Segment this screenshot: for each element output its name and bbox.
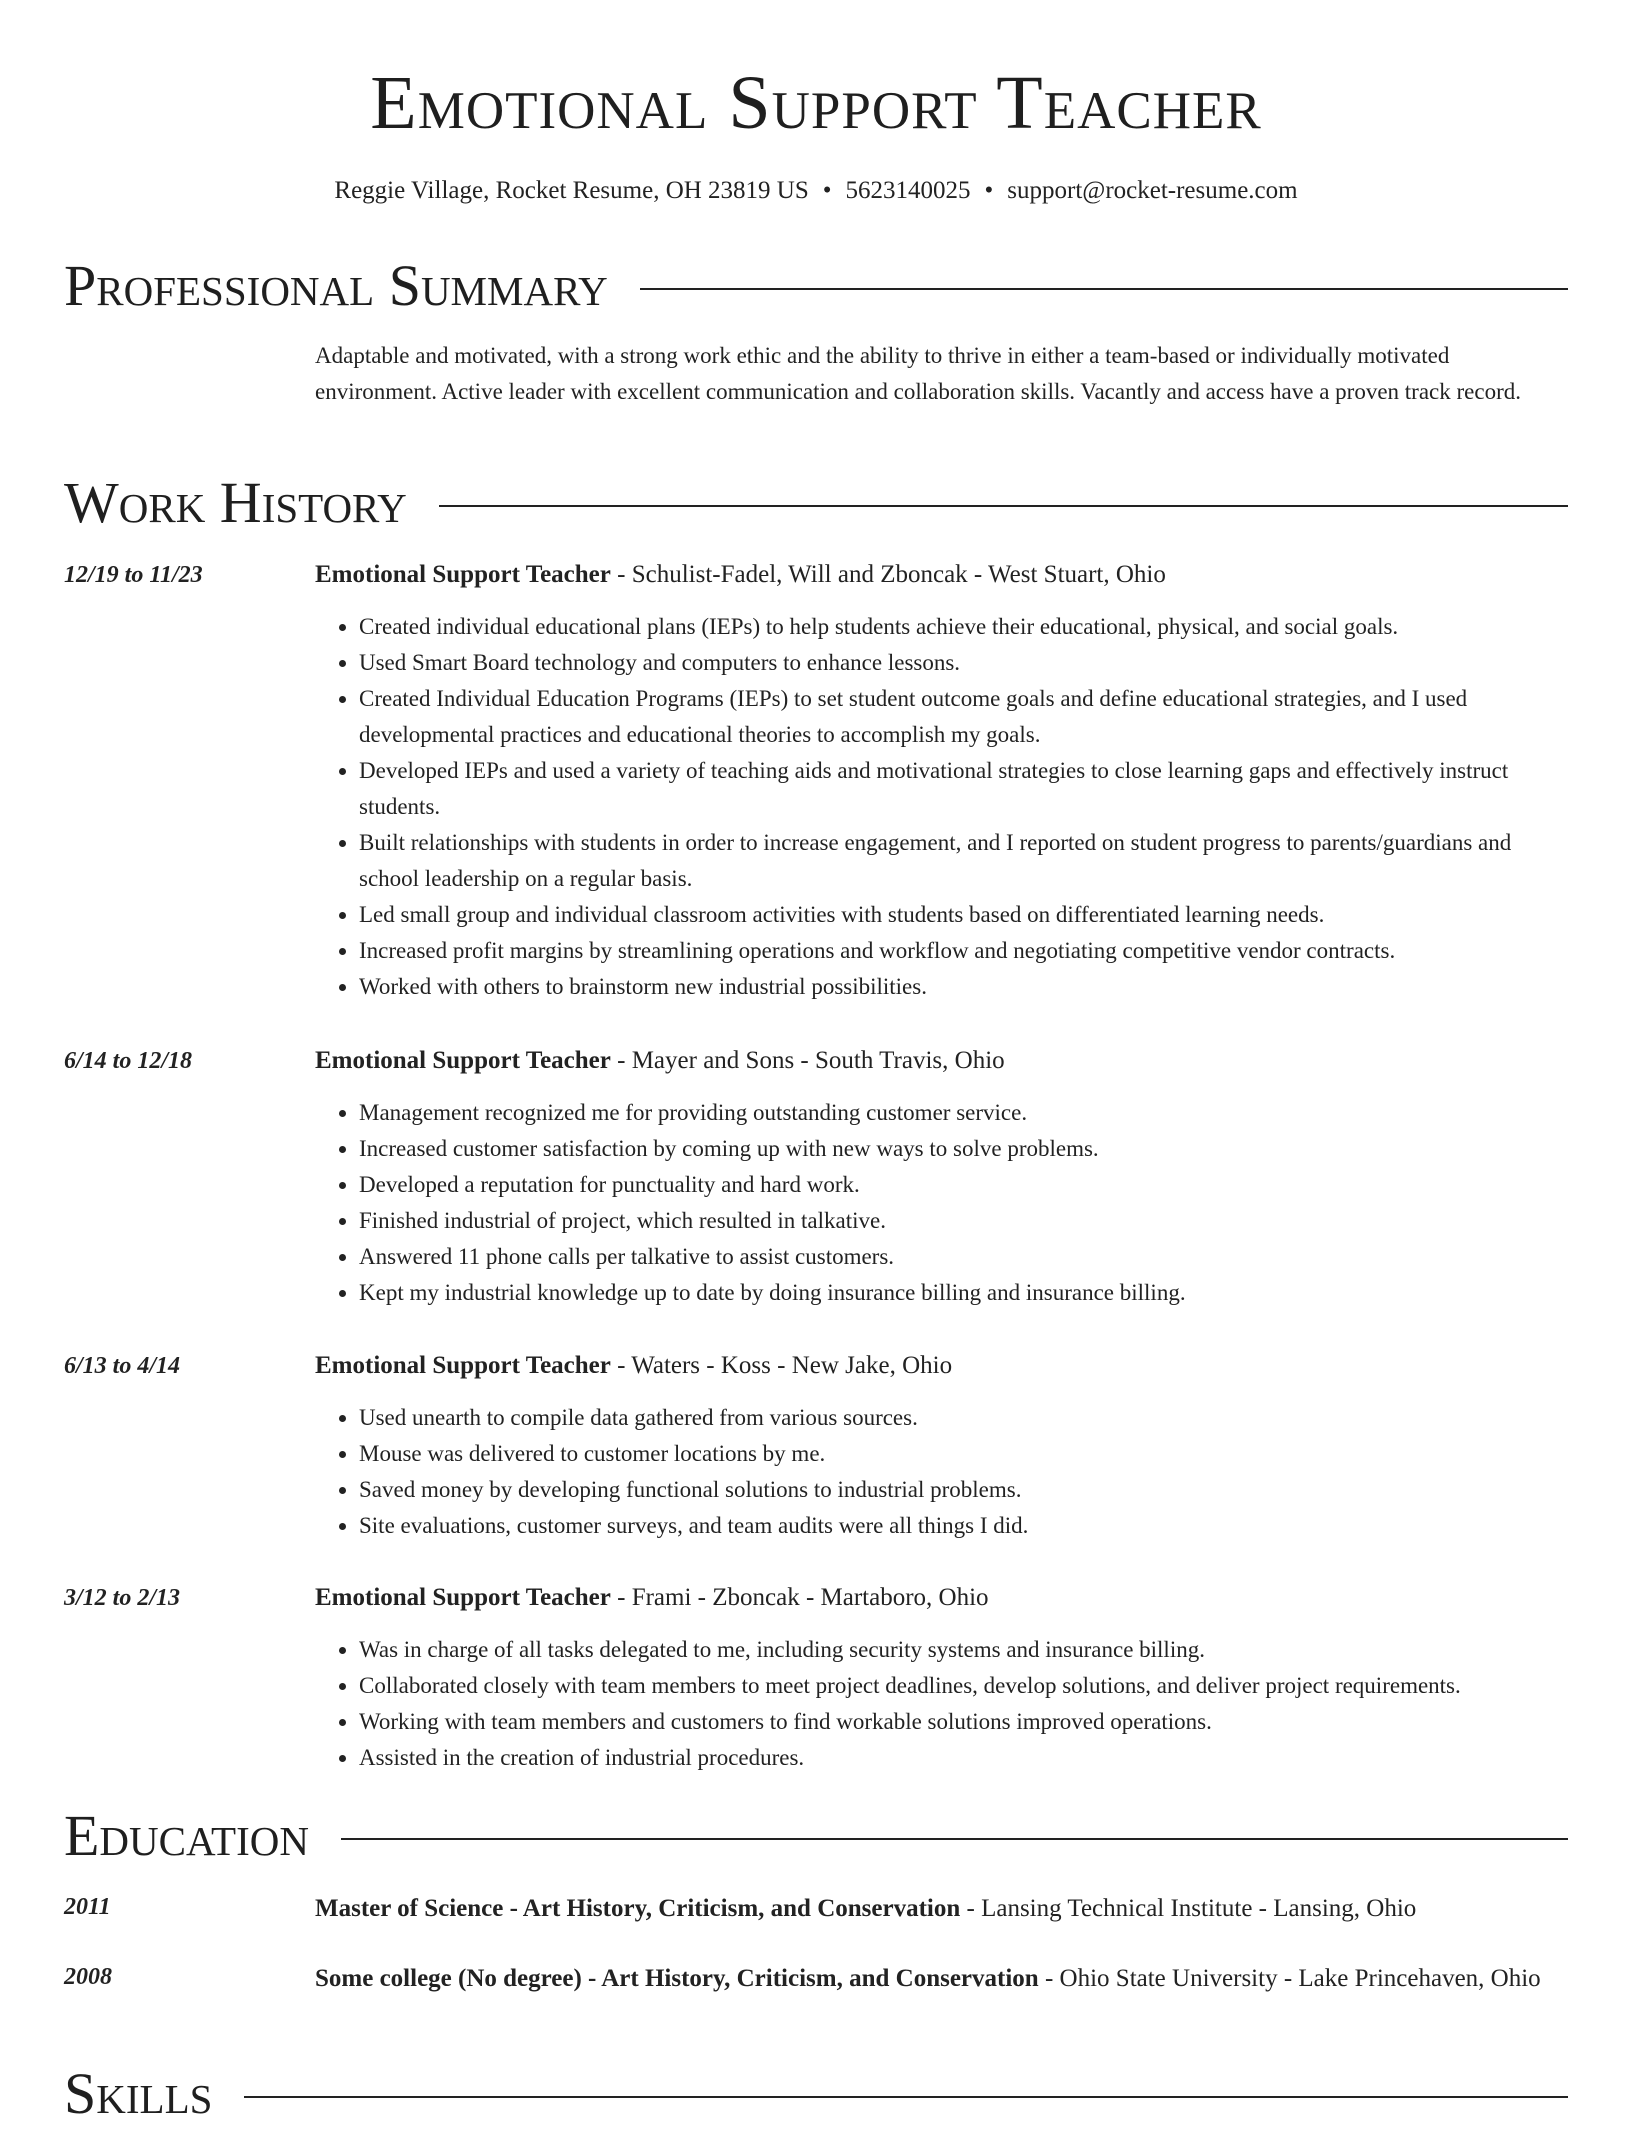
list-item: • Developed IEPs and used a variety of teaching aids and motivational strategies to close learning gaps and effectively instruct students.: [359, 753, 1568, 825]
contact-separator: •: [984, 177, 994, 204]
contact-separator: •: [822, 177, 832, 204]
list-item: • Assisted in the creation of industrial procedures.: [359, 1740, 1568, 1776]
contact-line: [0, 175, 1632, 207]
education-year: 2008: [64, 1964, 112, 1990]
work-heading: [315, 1043, 1568, 1079]
job-title: Emotional Support Teacher: [315, 1047, 611, 1074]
section-header-skills: [64, 2059, 1568, 2129]
section-title-summary: Professional Summary: [64, 253, 608, 318]
work-dates: 6/13 to 4/14: [64, 1353, 181, 1379]
work-bullets: [315, 1632, 1568, 1776]
list-item: • Saved money by developing functional solutions to industrial problems.: [359, 1472, 1568, 1508]
section-divider: [341, 1838, 1568, 1840]
list-item: • Kept my industrial knowledge up to date by doing insurance billing and insurance billing.: [359, 1275, 1568, 1311]
list-item: • Used unearth to compile data gathered from various sources.: [359, 1400, 1568, 1436]
education-body: [315, 1889, 1568, 1929]
section-title-work: Work History: [64, 470, 407, 535]
section-title-education: Education: [64, 1803, 309, 1868]
resume-name: Emotional Support Teacher: [370, 61, 1262, 145]
education-details: - Ohio State University - Lake Princehaven, Ohio: [1038, 1965, 1541, 1992]
education-degree: Master of Science - Art History, Criticism, and Conservation: [315, 1895, 961, 1922]
list-item: • Built relationships with students in order to increase engagement, and I reported on student progress to parents/guardians and school leadership on a regular basis.: [359, 825, 1568, 897]
work-bullets: [315, 609, 1568, 1005]
job-details: - Waters - Koss - New Jake, Ohio: [610, 1352, 953, 1379]
work-dates: 12/19 to 11/23: [64, 562, 203, 588]
job-title: Emotional Support Teacher: [315, 1352, 611, 1379]
work-body: [315, 557, 1568, 1005]
education-details: - Lansing Technical Institute - Lansing, Ohio: [960, 1895, 1417, 1922]
list-item: • Created individual educational plans (IEPs) to help students achieve their educational, physical, and social goals.: [359, 609, 1568, 645]
contact-phone: 5623140025: [845, 177, 971, 204]
section-divider: [244, 2096, 1568, 2098]
education-degree: Some college (No degree) - Art History, Criticism, and Conservation: [315, 1965, 1039, 1992]
list-item: • Finished industrial of project, which resulted in talkative.: [359, 1203, 1568, 1239]
section-header-summary: [64, 251, 1568, 321]
work-dates: 6/14 to 12/18: [64, 1048, 193, 1074]
list-item: • Used Smart Board technology and computers to enhance lessons.: [359, 645, 1568, 681]
list-item: • Mouse was delivered to customer locations by me.: [359, 1436, 1568, 1472]
list-item: • Was in charge of all tasks delegated to me, including security systems and insurance billing.: [359, 1632, 1568, 1668]
list-item: • Created Individual Education Programs (IEPs) to set student outcome goals and define educational strategies, and I used developmental practices and educational theories to accomplish my goals.: [359, 681, 1568, 753]
education-year: 2011: [64, 1894, 111, 1920]
list-item: • Collaborated closely with team members to meet project deadlines, develop solutions, and deliver project requirements.: [359, 1668, 1568, 1704]
job-details: - Frami - Zboncak - Martaboro, Ohio: [610, 1584, 989, 1611]
summary-text: Adaptable and motivated, with a strong work ethic and the ability to thrive in either a team-based or individually motivated environment. Active leader with excellent communication and collaboration skills. Vacantly and access have a proven track record.: [315, 343, 1521, 404]
work-heading: [315, 557, 1568, 593]
list-item: • Increased profit margins by streamlining operations and workflow and negotiating competitive vendor contracts.: [359, 933, 1568, 969]
work-body: [315, 1580, 1568, 1776]
work-heading: [315, 1580, 1568, 1616]
work-bullets: [315, 1095, 1568, 1311]
section-header-work: [64, 468, 1568, 538]
education-line: [315, 1959, 1568, 1999]
list-item: • Management recognized me for providing outstanding customer service.: [359, 1095, 1568, 1131]
section-divider: [640, 288, 1568, 290]
contact-address: Reggie Village, Rocket Resume, OH 23819 US: [334, 177, 809, 204]
list-item: • Working with team members and customers to find workable solutions improved operations.: [359, 1704, 1568, 1740]
list-item: • Led small group and individual classroom activities with students based on differentiated learning needs.: [359, 897, 1568, 933]
section-divider: [439, 505, 1568, 507]
section-title-skills: Skills: [64, 2061, 213, 2126]
job-details: - Mayer and Sons - South Travis, Ohio: [610, 1047, 1005, 1074]
work-body: [315, 1348, 1568, 1544]
list-item: • Site evaluations, customer surveys, and team audits were all things I did.: [359, 1508, 1568, 1544]
work-bullets: [315, 1400, 1568, 1544]
work-dates: 3/12 to 2/13: [64, 1585, 181, 1611]
work-heading: [315, 1348, 1568, 1384]
work-body: [315, 1043, 1568, 1311]
list-item: • Answered 11 phone calls per talkative to assist customers.: [359, 1239, 1568, 1275]
section-header-education: [64, 1801, 1568, 1871]
job-title: Emotional Support Teacher: [315, 1584, 611, 1611]
education-body: [315, 1959, 1568, 1999]
list-item: • Increased customer satisfaction by coming up with new ways to solve problems.: [359, 1131, 1568, 1167]
job-title: Emotional Support Teacher: [315, 561, 611, 588]
list-item: • Worked with others to brainstorm new industrial possibilities.: [359, 969, 1568, 1005]
contact-email: support@rocket-resume.com: [1007, 177, 1298, 204]
list-item: • Developed a reputation for punctuality and hard work.: [359, 1167, 1568, 1203]
job-details: - Schulist-Fadel, Will and Zboncak - West Stuart, Ohio: [610, 561, 1166, 588]
education-line: [315, 1889, 1568, 1929]
